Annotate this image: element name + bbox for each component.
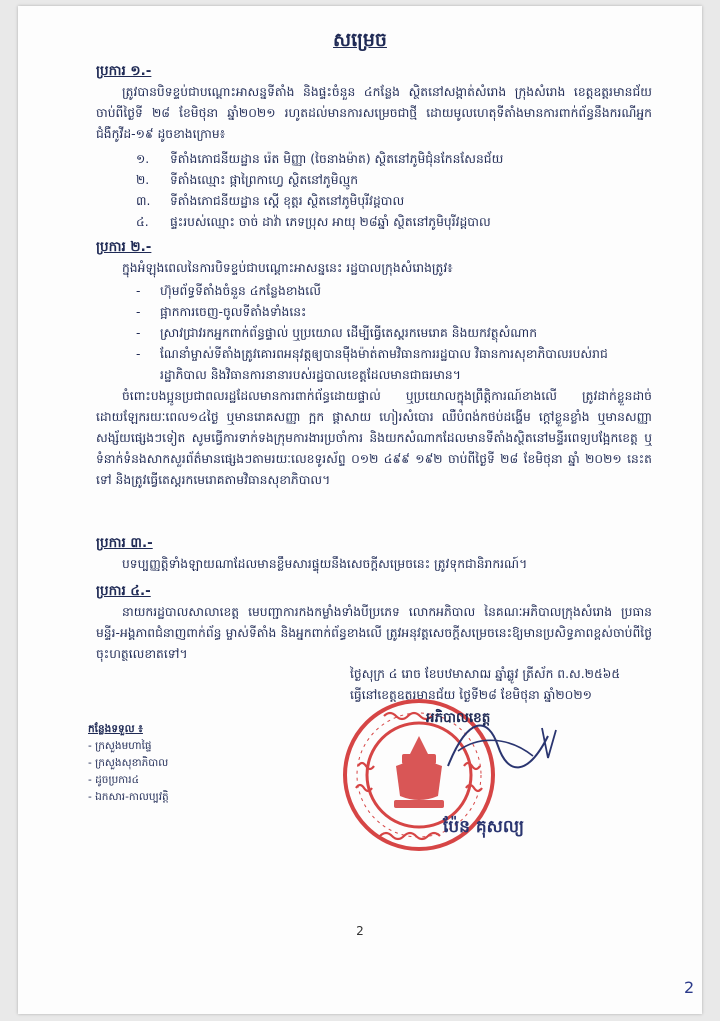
list-item: - ក្រសួងមហាផ្ទៃ xyxy=(88,740,152,752)
list-item: ៤. ផ្ទះរបស់ឈ្មោះ ចាច់ ដាវ៉ា ភេទប្រុស អាយុ ២៨ឆ្នាំ ស្ថិតនៅភូមិបុរីវដ្តបាល xyxy=(136,215,491,229)
handwritten-page-mark: 2 xyxy=(684,978,695,997)
article-1-heading: ប្រការ ១.- xyxy=(96,63,152,79)
signer-name: ប៉ែន គុសល្យ xyxy=(443,817,525,837)
article-2-heading: ប្រការ ២.- xyxy=(96,239,152,255)
list-item: ២. ទីតាំងឈ្មោះ ផ្កាព្រៃកាហ្វេ ស្ថិតនៅភូមិល្មូក xyxy=(136,173,359,187)
article-1-paragraph: ត្រូវបានបិទខ្ទប់ជាបណ្តោះអាសន្នទីតាំង និងផ្ទះចំនួន ៤កន្លែង ស្ថិតនៅសង្កាត់សំរោង ក្រុងសំរោង ខេត្តឧត្តរមានជ័យ ចាប់ពីថ្ងៃទី ២៨ ខែមិថុនា ឆ្នាំ២០២១ រហូតដល់មានការសម្រេចជាថ្មី ដោយមូលហេតុទីតាំងមានការពាក់ព័ន្ធនឹងករណីអ្នកជំងឺកូវីដ-១៩ ដូចខាងក្រោម៖ xyxy=(96,85,652,141)
list-item: ១. ទីតាំងភោជនីយដ្ឋាន រ៉េត មិញ្ញា (ចៃនាងម៉ាត) ស្ថិតនៅភូមិជុំនកែនសែនជ័យ xyxy=(136,152,504,166)
list-item: - ណែនាំម្ចាស់ទីតាំងត្រូវគោរពអនុវត្តឲ្យបានម៉ឺងម៉ាត់តាមវិធានការរដ្ឋបាល វិធានការសុខាភិបាលរបស់រាជរដ្ឋាភិបាល និងវិធានការនានារបស់រដ្ឋបាលខេត្តដែលមានជាធរមាន។ xyxy=(136,347,608,382)
article-2-paragraph: ក្នុងអំឡុងពេលនៃការបិទខ្ទប់ជាបណ្តោះអាសន្ននេះ រដ្ឋបាលក្រុងសំរោងត្រូវ៖ xyxy=(122,261,453,275)
recipients-block xyxy=(88,721,169,806)
list-item: - ដូចប្រការ៤ xyxy=(88,774,140,786)
list-item: - ស្រាវជ្រាវរកអ្នកពាក់ព័ន្ធផ្ទាល់ ឬប្រយោល ដើម្បីធ្វើតេស្តរកមេរោគ និងយកវត្ថុសំណាក xyxy=(136,326,538,340)
article-4-heading: ប្រការ ៤.- xyxy=(96,583,151,599)
list-item: - ឯកសារ-កាលប្បវត្តិ xyxy=(88,791,169,803)
recipients-heading: កន្លែងទទួល ៖ xyxy=(88,723,143,735)
article-4-paragraph: នាយករដ្ឋបាលសាលាខេត្ត មេបញ្ជាការកងកម្លាំងទាំងបីប្រភេទ លោកអភិបាល នៃគណៈអភិបាលក្រុងសំរោង ប្រធានមន្ទីរ-អង្គភាពជំនាញពាក់ព័ន្ធ ម្ចាស់ទីតាំង និងអ្នកពាក់ព័ន្ធខាងលើ ត្រូវអនុវត្តសេចក្តីសម្រេចនេះឱ្យមានប្រសិទ្ធភាពខ្ពស់ចាប់ពីថ្ងៃចុះហត្ថលេខាតទៅ។ xyxy=(96,605,652,661)
gregorian-date-line: ធ្វើនៅខេត្តឧត្តរមានជ័យ ថ្ងៃទី២៨ ខែមិថុនា ឆ្នាំ២០២១ xyxy=(350,688,592,702)
document-page xyxy=(18,6,702,1014)
lunar-date-line: ថ្ងៃសុក្រ ៤ រោច ខែបឋមាសាឍ ឆ្នាំឆ្លូវ ត្រីស័ក ព.ស.២៥៦៥ xyxy=(350,667,621,681)
list-item: - ក្រសួងសុខាភិបាល xyxy=(88,757,169,769)
list-item: ៣. ទីតាំងភោជនីយដ្ឋាន ស្ដើ ខុត្តរ ស្ថិតនៅភូមិបុរីវដ្តបាល xyxy=(136,194,405,208)
article-3-heading: ប្រការ ៣.- xyxy=(96,535,153,551)
list-item: - ផ្អាកការចេញ-ចូលទីតាំងទាំងនេះ xyxy=(136,305,307,319)
signer-role: អភិបាលខេត្ត xyxy=(426,710,491,726)
article-2-bullets xyxy=(136,281,652,386)
article-1-list xyxy=(136,149,652,233)
article-3-paragraph: បទប្បញ្ញត្តិទាំងឡាយណាដែលមានខ្លឹមសារផ្ទុយនឹងសេចក្តីសម្រេចនេះ ត្រូវទុកជានិរាករណ៍។ xyxy=(122,557,528,571)
page-number: 2 xyxy=(356,924,364,938)
document-title: សម្រេច xyxy=(333,29,387,51)
article-2-paragraph-2: ចំពោះបងប្អូនប្រជាពលរដ្ឋដែលមានការពាក់ព័ន្ធដោយផ្ទាល់ ឬប្រយោលក្នុងព្រឹត្តិការណ៍ខាងលើ ត្រូវដាក់ខ្លួនដាច់ដោយឡែករយៈពេល១៤ថ្ងៃ ឬមានរោគសញ្ញា ក្អក ផ្តាសាយ ហៀរសំបោរ ឈឺបំពង់កថប់ដង្ហើម ក្តៅខ្លួនខ្លាំង ឬមានសញ្ញាសង្ស័យផ្សេងៗទៀត សូមធ្វើការទាក់ទងក្រុមការងារប្រចាំការ និងយកសំណាកដែលមានទីតាំងស្ថិតនៅមន្ទីរពេទ្យបង្អែកខេត្ត ឬទំនាក់ទំនងសាកសួរព័ត៌មានផ្សេងៗតាមរយៈលេខទូរស័ព្ទ ០១២ ៤៩៩ ១៩២ ចាប់ពីថ្ងៃទី ២៨ ខែមិថុនា ឆ្នាំ ២០២១ នេះតទៅ និងត្រូវធ្វើតេស្តរកមេរោគតាមវិធានសុខាភិបាល។ xyxy=(96,389,652,487)
list-item: - ហ៊ុមព័ទ្ធទីតាំងចំនួន ៤កន្លែងខាងលើ xyxy=(136,284,321,298)
